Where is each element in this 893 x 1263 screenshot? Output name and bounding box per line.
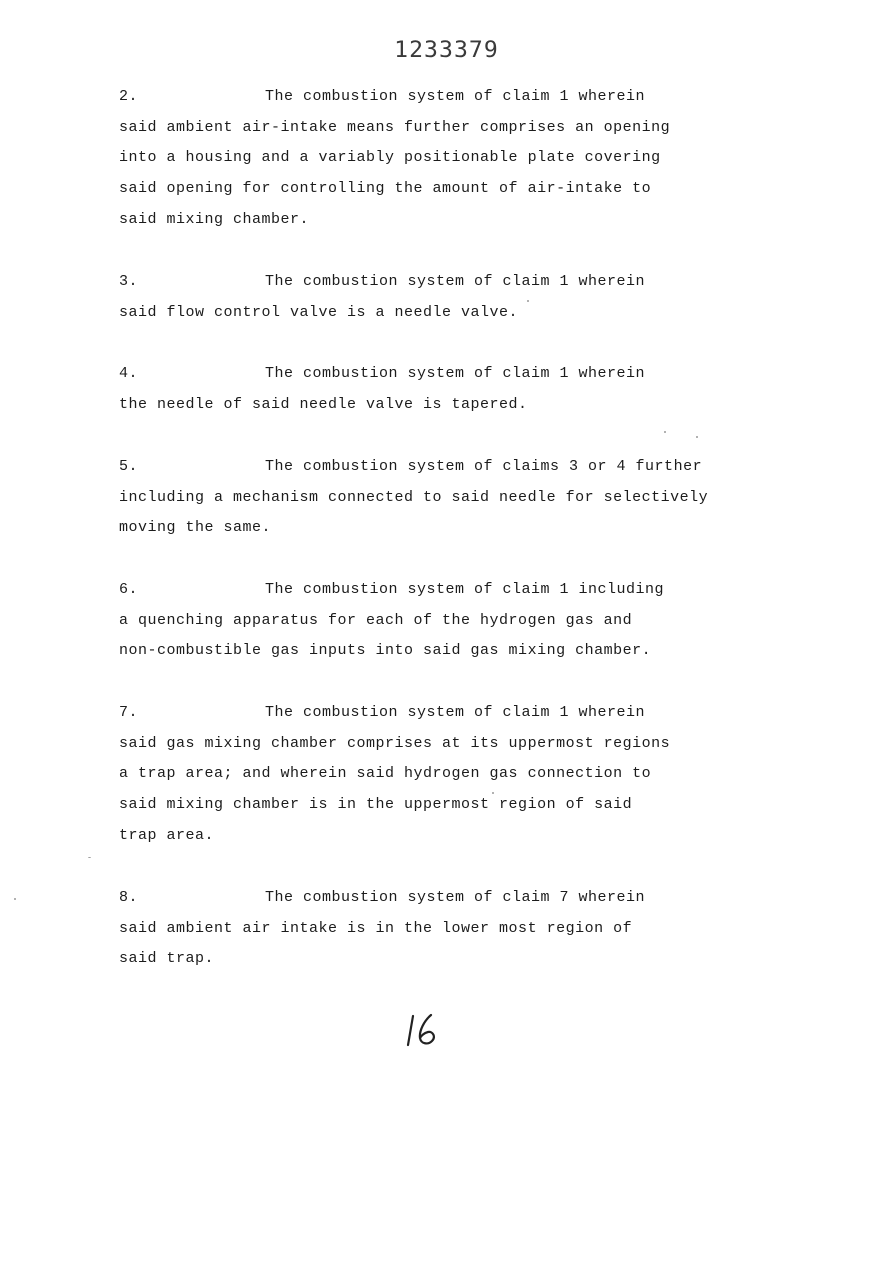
claim-text-line: including a mechanism connected to said needle for selectively xyxy=(119,488,709,506)
claim-first-line xyxy=(119,87,759,118)
claim-text-line: said trap. xyxy=(119,950,215,968)
claim-text-line: The combustion system of claim 7 wherein xyxy=(265,889,646,906)
claim-first-line xyxy=(119,888,759,919)
claim-number: 4. xyxy=(119,365,139,382)
claim-text-line: said gas mixing chamber comprises at its uppermost regions xyxy=(119,734,671,752)
claim-number: 8. xyxy=(119,889,139,906)
claim-first-line xyxy=(119,580,759,611)
claim-text-line: said mixing chamber is in the uppermost region of said xyxy=(119,796,633,814)
claim-text-line: The combustion system of claim 1 wherein xyxy=(265,365,646,382)
claim-8 xyxy=(119,888,759,980)
scan-speck xyxy=(527,300,529,302)
claim-text-line: a quenching apparatus for each of the hydrogen gas and xyxy=(119,611,633,629)
claim-4 xyxy=(119,364,759,425)
scan-speck xyxy=(14,898,16,900)
claim-number: 2. xyxy=(119,88,139,105)
claim-number: 6. xyxy=(119,581,139,598)
claim-7 xyxy=(119,703,759,856)
claim-number: 7. xyxy=(119,704,139,721)
scan-speck xyxy=(696,436,698,438)
claim-text-line: The combustion system of claim 1 wherein xyxy=(265,273,646,290)
document-number: 1233379 xyxy=(394,38,499,63)
claim-first-line xyxy=(119,703,759,734)
claim-text-line: trap area. xyxy=(119,826,215,844)
claim-first-line xyxy=(119,364,759,395)
claim-text-line: the needle of said needle valve is tapered. xyxy=(119,395,528,413)
claim-text-line: said flow control valve is a needle valve. xyxy=(119,303,519,321)
claim-text-line: non-combustible gas inputs into said gas mixing chamber. xyxy=(119,642,652,660)
claim-text-line: moving the same. xyxy=(119,519,272,537)
claim-text-line: The combustion system of claims 3 or 4 further xyxy=(265,458,703,475)
scan-speck xyxy=(492,792,494,794)
claim-text-line: The combustion system of claim 1 wherein xyxy=(265,88,646,105)
claim-3 xyxy=(119,272,759,333)
claim-6 xyxy=(119,580,759,672)
claim-number: 5. xyxy=(119,458,139,475)
claim-first-line xyxy=(119,272,759,303)
claim-first-line xyxy=(119,457,759,488)
claim-text-line: into a housing and a variably positionable plate covering xyxy=(119,149,661,167)
claim-2 xyxy=(119,87,759,240)
claim-5 xyxy=(119,457,759,549)
claim-text-line: The combustion system of claim 1 wherein xyxy=(265,704,646,721)
claim-number: 3. xyxy=(119,273,139,290)
handwritten-page-number-glyph xyxy=(404,1012,444,1048)
claim-text-line: said mixing chamber. xyxy=(119,210,310,228)
scan-speck xyxy=(88,857,91,858)
scan-speck xyxy=(664,431,666,433)
claim-text-line: said opening for controlling the amount of air-intake to xyxy=(119,180,652,198)
claim-text-line: a trap area; and wherein said hydrogen gas connection to xyxy=(119,765,652,783)
claim-text-line: The combustion system of claim 1 including xyxy=(265,581,665,598)
claim-text-line: said ambient air-intake means further comprises an opening xyxy=(119,118,671,136)
handwritten-page-number xyxy=(404,1012,444,1048)
claim-text-line: said ambient air intake is in the lower most region of xyxy=(119,919,633,937)
